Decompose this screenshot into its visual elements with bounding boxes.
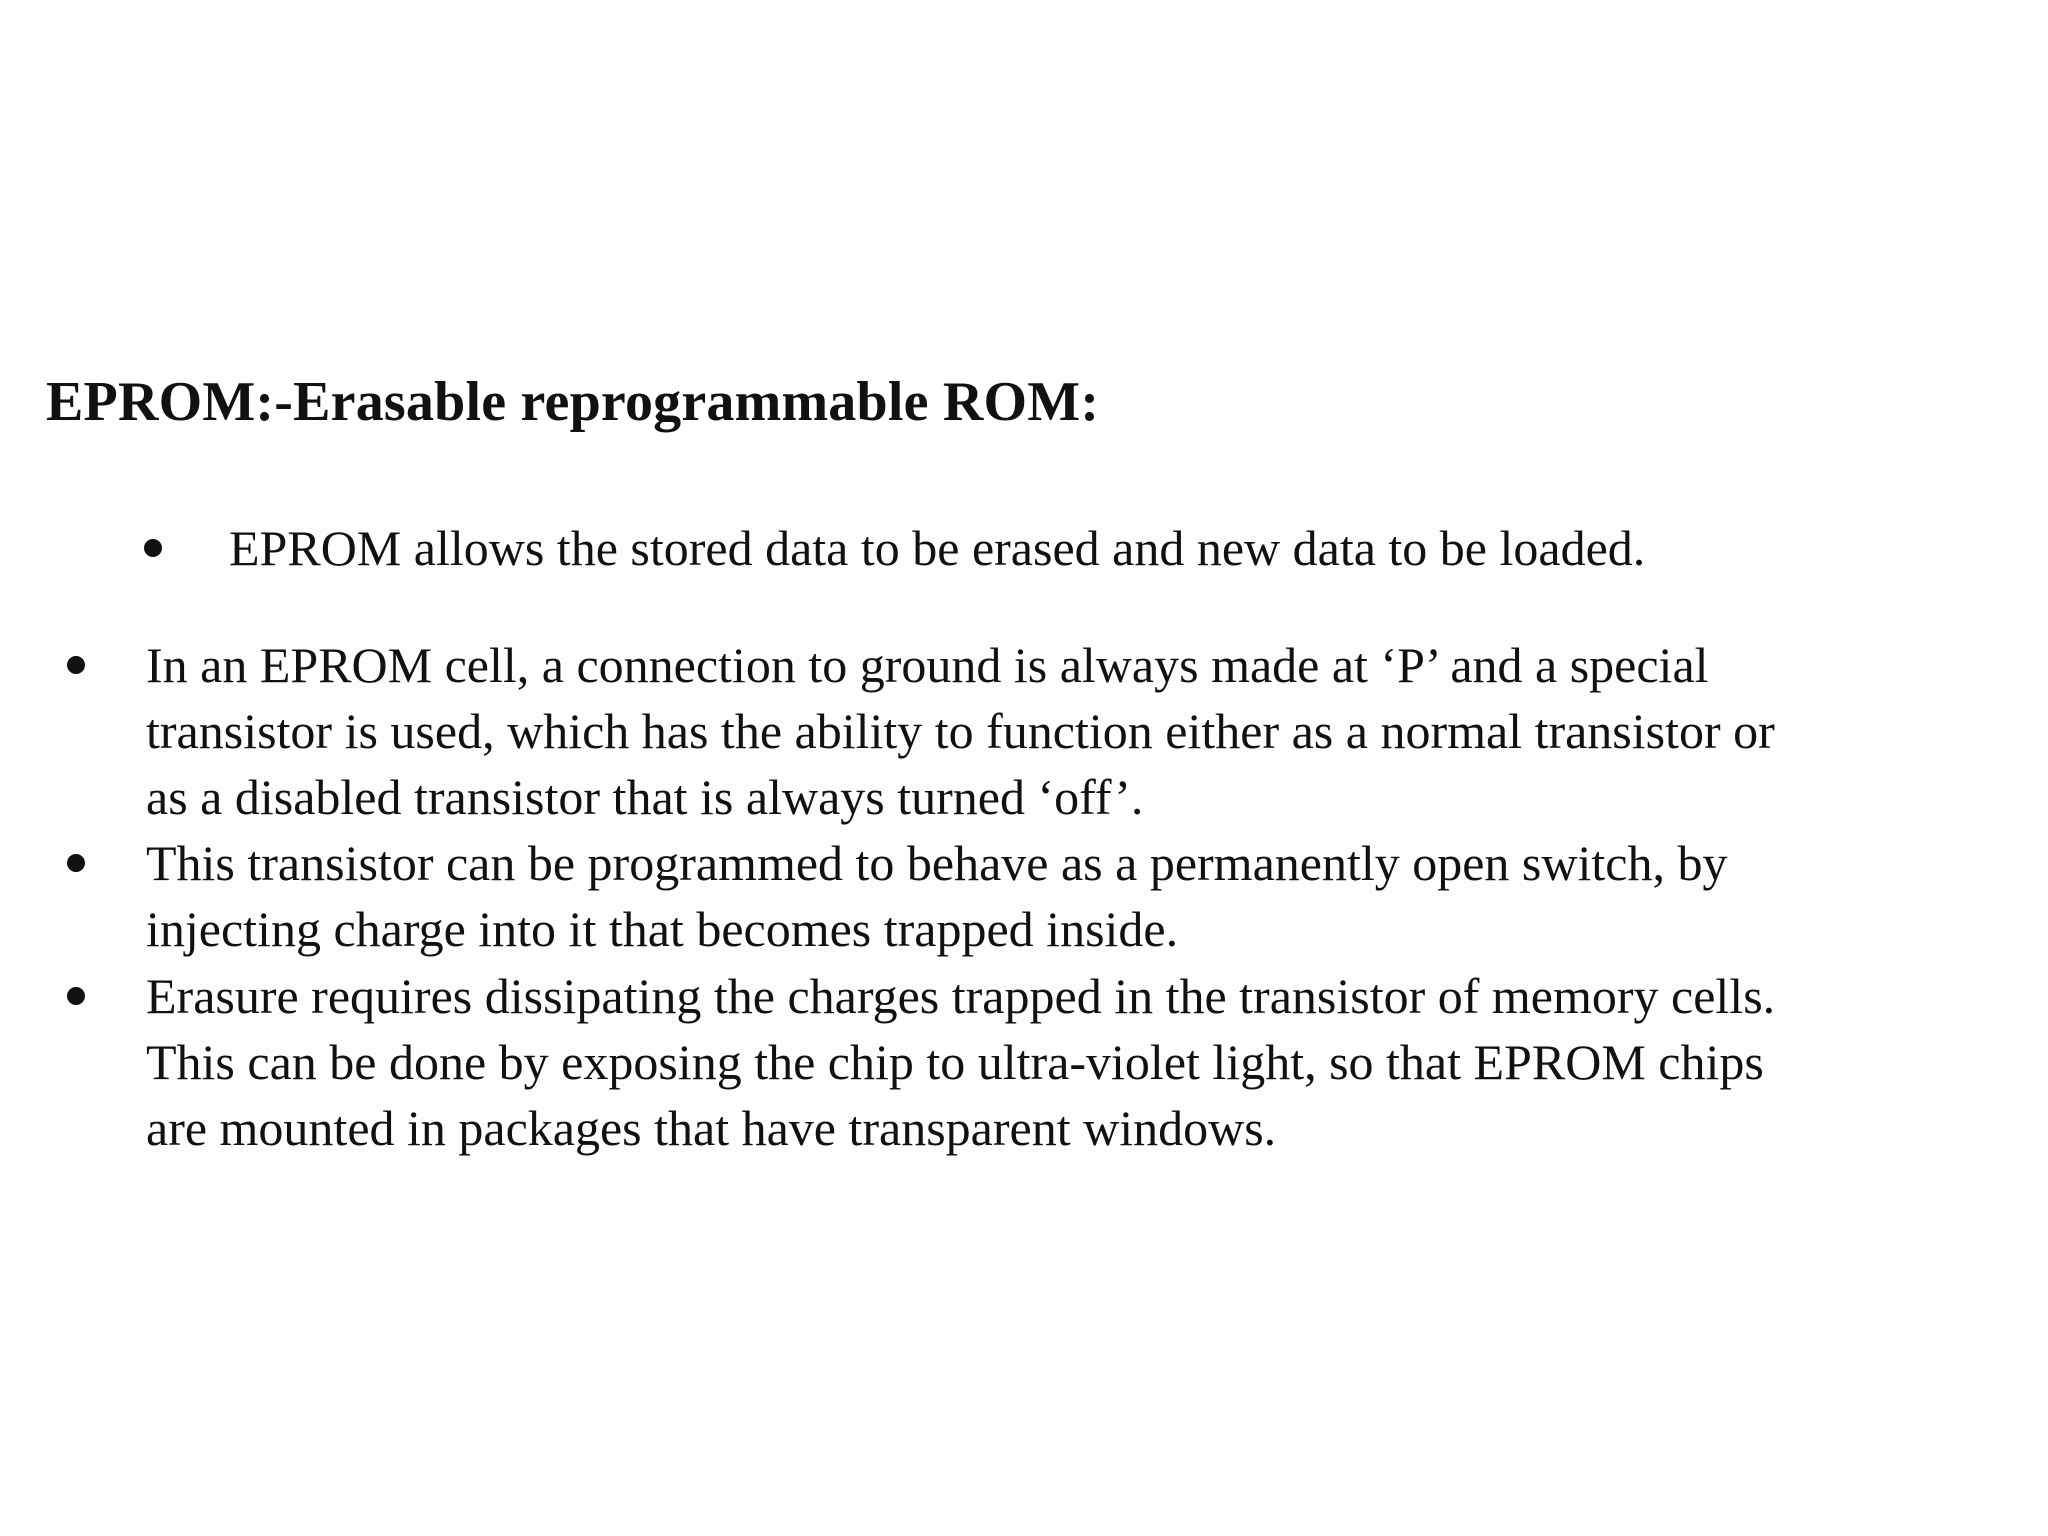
bullet-line: Erasure requires dissipating the charges trapped in the transistor of memory cells. xyxy=(146,968,1776,1024)
bullet-item xyxy=(0,963,2048,1163)
bullet-icon xyxy=(61,632,91,698)
bullet-text xyxy=(229,515,1645,581)
bullet-line: This can be done by exposing the chip to ultra-violet light, so that EPROM chips xyxy=(146,1034,1764,1090)
bullet-icon xyxy=(138,515,168,581)
bullet-text xyxy=(146,830,1727,962)
bullet-item xyxy=(0,632,2048,832)
bullet-line: This transistor can be programmed to behave as a permanently open switch, by xyxy=(146,835,1728,891)
page-heading: EPROM:-Erasable reprogrammable ROM: xyxy=(46,371,1100,433)
bullet-line: as a disabled transistor that is always turned ‘off’. xyxy=(146,769,1144,825)
bullet-line: are mounted in packages that have transparent windows. xyxy=(146,1100,1277,1156)
bullet-item xyxy=(0,830,2048,965)
bullet-icon xyxy=(61,963,91,1029)
bullet-line: EPROM allows the stored data to be erased and new data to be loaded. xyxy=(229,520,1646,576)
bullet-icon xyxy=(61,830,91,896)
bullet-text xyxy=(146,963,1775,1161)
bullet-item xyxy=(0,515,2048,585)
bullet-line: In an EPROM cell, a connection to ground is always made at ‘P’ and a special xyxy=(146,637,1709,693)
bullet-text xyxy=(146,632,1775,830)
bullet-line: transistor is used, which has the ability to function either as a normal transistor or xyxy=(146,703,1775,759)
bullet-line: injecting charge into it that becomes trapped inside. xyxy=(146,901,1179,957)
